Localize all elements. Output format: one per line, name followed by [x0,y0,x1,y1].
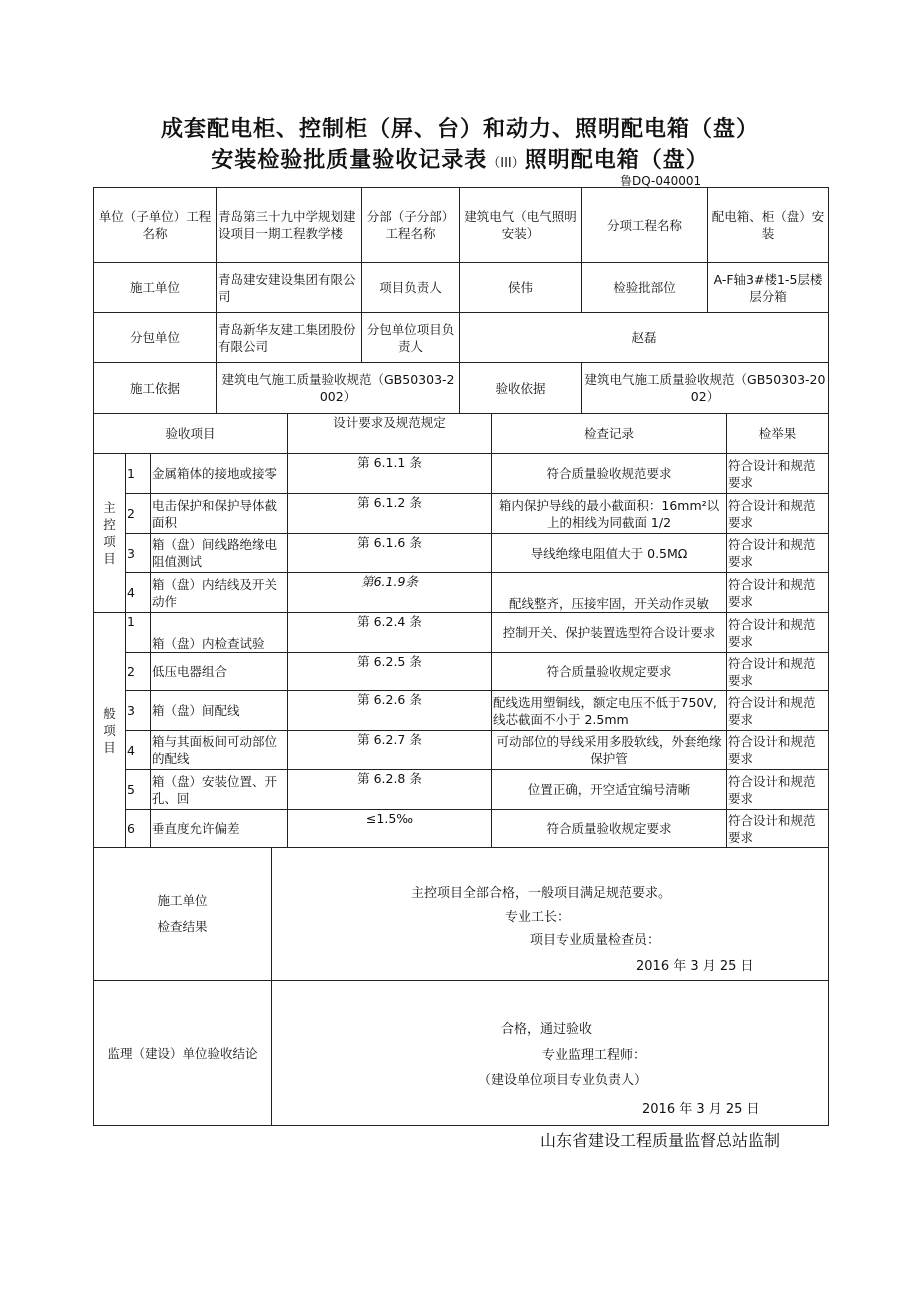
item-no: 1 [126,613,151,653]
builder-label: 施工单位 [94,263,217,313]
supervisor-check-label: 监理（建设）单位验收结论 [94,981,272,1126]
item-spec: ≤1.5‰ [288,810,492,848]
item-name: 箱（盘）间配线 [151,691,288,731]
sub-label: 分包单位 [94,313,217,363]
form-title-line2-a: 安装检验批质量验收记录表 [211,148,488,173]
unit-label: 单位（子单位）工程名称 [94,188,217,263]
item-spec: 第 6.1.6 条 [288,534,492,573]
inspector-signature: 项目专业质量检查员： [530,933,661,948]
division-value: 建筑电气（电气照明安装） [460,188,582,263]
item-no: 4 [126,731,151,770]
item-record: 箱内保护导线的最小截面积：16mm²以上的相线为同截面 1/2 [492,494,727,534]
item-record: 符合质量验收规定要求 [492,653,727,691]
item-name: 箱（盘）安装位置、开孔、回 [151,770,288,810]
item-name: 箱（盘）间线路绝缘电阻值测试 [151,534,288,573]
supervisor-conclusion: 合格，通过验收 [501,1022,593,1037]
item-no: 1 [126,454,151,494]
item-record: 可动部位的导线采用多股软线，外套绝缘保护管 [492,731,727,770]
footer-issuer: 山东省建设工程质量监督总站监制 [540,1131,781,1150]
table-row [94,534,829,573]
form-title-line2-b: （III） [487,156,525,171]
supervisor-date: 2016 年 3 月 25 日 [642,1102,760,1117]
subitem-label: 分项工程名称 [582,188,708,263]
item-name: 金属箱体的接地或接零 [151,454,288,494]
pm-value: 侯伟 [460,263,582,313]
item-name: 箱与其面板间可动部位的配线 [151,731,288,770]
item-result: 符合设计和规范要求 [727,653,829,691]
item-result: 符合设计和规范要求 [727,494,829,534]
batch-value: A-F轴3#楼1-5层楼层分箱 [708,263,829,313]
item-name: 箱（盘）内检查试验 [151,613,288,653]
item-spec: 第 6.2.7 条 [288,731,492,770]
item-no: 2 [126,494,151,534]
item-spec: 第 6.2.6 条 [288,691,492,731]
batch-label: 检验批部位 [582,263,708,313]
form-code: 鲁DQ-040001 [620,174,702,188]
form-title-line2 [0,143,920,174]
table-row [94,494,829,534]
table-row [94,770,829,810]
subitem-value: 配电箱、柜（盘）安装 [708,188,829,263]
item-no: 5 [126,770,151,810]
signature-table [93,847,829,1126]
item-record: 符合质量验收规范要求 [492,454,727,494]
item-record: 符合质量验收规定要求 [492,810,727,848]
supervisor-engineer-signature: 专业监理工程师： [542,1048,647,1063]
item-result: 符合设计和规范要求 [727,731,829,770]
table-row [94,691,829,731]
item-spec: 第6.1.9条 [288,573,492,613]
builder-check-label [94,848,272,981]
item-result: 符合设计和规范要求 [727,573,829,613]
sub-pm-label: 分包单位项目负责人 [362,313,460,363]
table-row [94,454,829,494]
item-name: 垂直度允许偏差 [151,810,288,848]
builder-check-label-1: 施工单位 [157,893,208,908]
item-spec: 第 6.2.5 条 [288,653,492,691]
accept-value: 建筑电气施工质量验收规范（GB50303-2002） [582,363,829,414]
division-label: 分部（子分部）工程名称 [362,188,460,263]
accept-label: 验收依据 [460,363,582,414]
item-record: 控制开关、保护装置选型符合设计要求 [492,613,727,653]
builder-date: 2016 年 3 月 25 日 [636,959,754,974]
item-spec: 第 6.2.8 条 [288,770,492,810]
item-result: 符合设计和规范要求 [727,810,829,848]
unit-value: 青岛第三十九中学规划建设项目一期工程教学楼 [217,188,362,263]
sub-value: 青岛新华友建工集团股份有限公司 [217,313,362,363]
builder-conclusion: 主控项目全部合格，一般项目满足规范要求。 [411,886,672,901]
col-result-header: 检举果 [727,414,829,454]
item-result: 符合设计和规范要求 [727,454,829,494]
table-row [94,731,829,770]
owner-signature: （建设单位项目专业负责人） [478,1073,648,1088]
table-row [94,573,829,613]
supervisor-check-content [272,981,829,1126]
item-no: 2 [126,653,151,691]
main-group-label: 主控项目 [94,454,126,613]
item-result: 符合设计和规范要求 [727,534,829,573]
item-result: 符合设计和规范要求 [727,770,829,810]
item-result: 符合设计和规范要求 [727,691,829,731]
col-spec-header: 设计要求及规范规定 [288,414,492,454]
item-name: 低压电器组合 [151,653,288,691]
item-spec: 第 6.1.2 条 [288,494,492,534]
header-table [93,187,829,414]
general-group-label: 般项目 [94,613,126,848]
basis-value: 建筑电气施工质量验收规范（GB50303-2002） [217,363,460,414]
item-no: 3 [126,691,151,731]
pm-label: 项目负责人 [362,263,460,313]
item-name: 箱（盘）内结线及开关动作 [151,573,288,613]
builder-check-content [272,848,829,981]
item-record: 配线整齐，压接牢固，开关动作灵敏 [492,573,727,613]
col-record-header: 检查记录 [492,414,727,454]
item-no: 3 [126,534,151,573]
item-spec: 第 6.1.1 条 [288,454,492,494]
builder-value: 青岛建安建设集团有限公司 [217,263,362,313]
table-row [94,810,829,848]
item-name: 电击保护和保护导体截面积 [151,494,288,534]
foreman-signature: 专业工长： [505,910,571,925]
item-record: 导线绝缘电阻值大于 0.5MΩ [492,534,727,573]
form-title-line2-c: 照明配电箱（盘） [524,148,709,173]
item-record: 配线选用塑铜线，额定电压不低于750V,线芯截面不小于 2.5mm [492,691,727,731]
item-no: 6 [126,810,151,848]
sub-pm-value: 赵磊 [460,313,829,363]
builder-check-label-2: 检查结果 [157,919,208,934]
table-row [94,653,829,691]
item-record: 位置正确，开空适宜编号清晰 [492,770,727,810]
basis-label: 施工依据 [94,363,217,414]
item-spec: 第 6.2.4 条 [288,613,492,653]
form-title-line1: 成套配电柜、控制柜（屏、台）和动力、照明配电箱（盘） [160,117,759,142]
items-table [93,413,829,848]
col-item-header: 验收项目 [94,414,288,454]
item-result: 符合设计和规范要求 [727,613,829,653]
item-no: 4 [126,573,151,613]
table-row [94,613,829,653]
